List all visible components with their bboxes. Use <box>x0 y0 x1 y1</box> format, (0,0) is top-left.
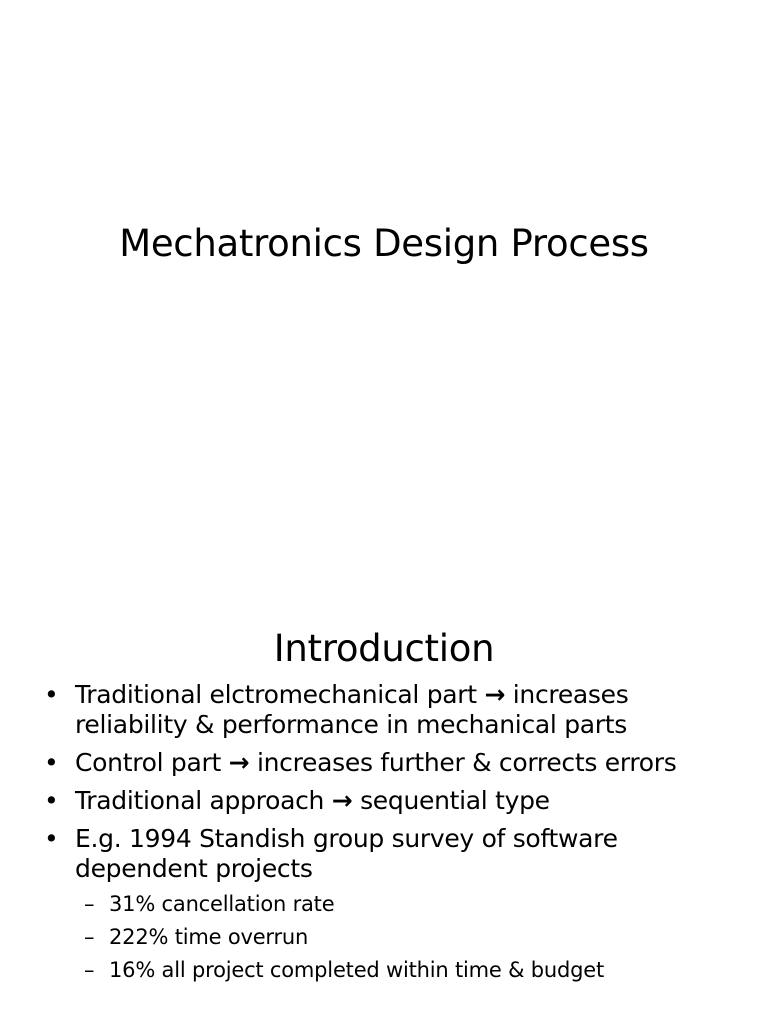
bullet-item <box>0 748 768 778</box>
sub-bullet-text: 16% all project completed within time & budget <box>109 958 605 982</box>
sub-bullet-marker: – <box>84 892 95 916</box>
bullet-text-before: Traditional approach <box>75 786 325 815</box>
bullet-item <box>0 680 768 740</box>
sub-bullet-marker: – <box>84 958 95 982</box>
sub-bullet-item <box>75 888 738 921</box>
slide-heading: Introduction <box>273 627 495 670</box>
bullet-item <box>0 786 768 816</box>
bullet-marker: • <box>44 680 59 709</box>
bullet-marker: • <box>44 786 59 815</box>
arrow-icon: → <box>331 786 353 815</box>
bullet-marker: • <box>44 748 59 777</box>
sub-bullet-item <box>75 921 738 954</box>
sub-bullet-text: 222% time overrun <box>109 925 309 949</box>
sub-bullet-item <box>75 954 738 987</box>
sub-bullet-marker: – <box>84 925 95 949</box>
bullet-text-before: Traditional elctromechanical part <box>75 680 477 709</box>
presentation-title: Mechatronics Design Process <box>119 222 649 265</box>
slide-introduction <box>0 576 768 1024</box>
sub-bullet-text: 31% cancellation rate <box>109 892 335 916</box>
bullet-item <box>0 824 768 987</box>
arrow-icon: → <box>484 680 506 709</box>
bullet-list <box>0 680 768 987</box>
bullet-marker: • <box>44 824 59 853</box>
bullet-text-after: sequential type <box>360 786 550 815</box>
bullet-text-before: Control part <box>75 748 221 777</box>
bullet-text: E.g. 1994 Standish group survey of software dependent projects <box>75 824 618 883</box>
bullet-text-after: increases reliability & performance in mechanical parts <box>75 680 629 739</box>
arrow-icon: → <box>228 748 250 777</box>
sub-bullet-list <box>75 888 738 987</box>
bullet-text-after: increases further & corrects errors <box>256 748 677 777</box>
